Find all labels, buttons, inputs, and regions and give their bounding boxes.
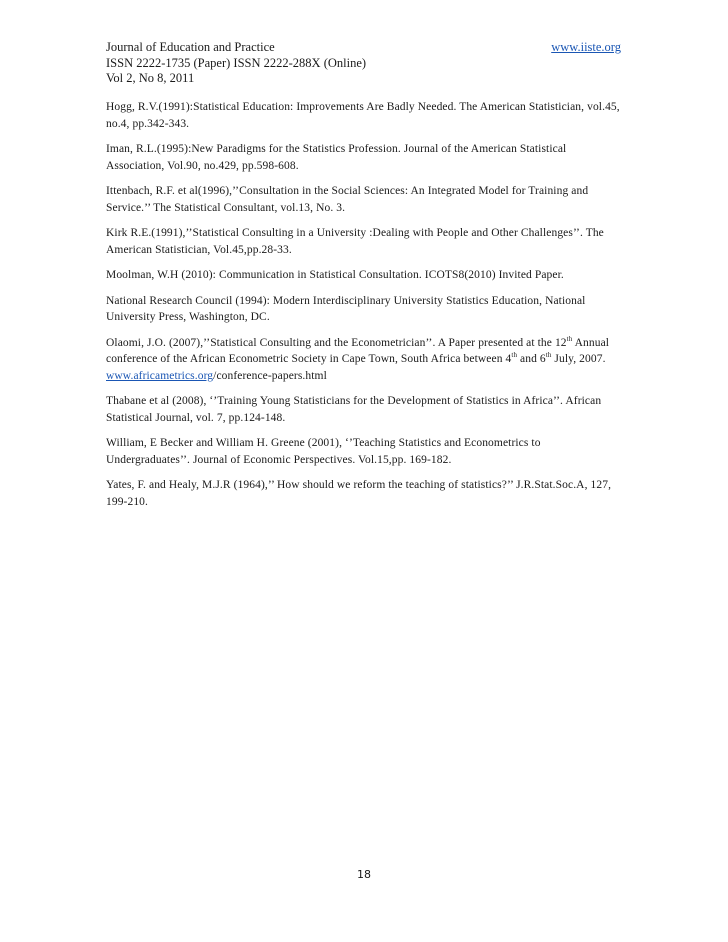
reference-iman: Iman, R.L.(1995):New Paradigms for the Statistics Profession. Journal of the American Statistical Association, Vol.90, no.429, pp.598-608. xyxy=(106,143,567,172)
reference-becker-greene: William, E Becker and William H. Greene (2001), ‘’Teaching Statistics and Econometrics to Undergraduates’’. Journal of Economic Perspectives. Vol.15,pp. 169-182. xyxy=(106,437,541,466)
reference-olaomi xyxy=(106,335,621,385)
page-header xyxy=(106,40,621,87)
reference-moolman: Moolman, W.H (2010): Communication in Statistical Consultation. ICOTS8(2010) Invited Paper. xyxy=(106,269,564,281)
reference-hogg: Hogg, R.V.(1991):Statistical Education: Improvements Are Badly Needed. The American Statistician, vol.45, no.4, pp.342-343. xyxy=(106,101,620,130)
reference-kirk: Kirk R.E.(1991),’’Statistical Consulting in a University :Dealing with People and Other Challenges’’. The American Statistician, Vol.45,pp.28-33. xyxy=(106,227,604,256)
reference-ittenbach: Ittenbach, R.F. et al(1996),’’Consultation in the Social Sciences: An Integrated Model for Training and Service.’’ The Statistical Consultant, vol.13, No. 3. xyxy=(106,185,589,214)
reference-olaomi-text: Olaomi, J.O. (2007),’’Statistical Consulting and the Econometrician’’. A Paper presented at the 12 xyxy=(106,336,567,349)
reference-list xyxy=(106,99,621,519)
ordinal-suffix: th xyxy=(511,351,518,360)
journal-title: Journal of Education and Practice xyxy=(106,40,275,54)
ordinal-suffix: th xyxy=(545,351,552,360)
reference-yates-healy: Yates, F. and Healy, M.J.R (1964),’’ How should we reform the teaching of statistics?’’ J.R.Stat.Soc.A, 127, 199-210. xyxy=(106,479,612,508)
reference-thabane: Thabane et al (2008), ‘’Training Young Statisticians for the Development of Statistics in Africa’’. African Statistical Journal, vol. 7, pp.124-148. xyxy=(106,395,602,424)
africametrics-link[interactable]: www.africametrics.org xyxy=(106,369,214,382)
page-number: 18 xyxy=(357,868,371,881)
journal-website-link[interactable]: www.iiste.org xyxy=(551,40,621,54)
reference-olaomi-text: /conference-papers.html xyxy=(213,369,327,382)
reference-olaomi-text: and 6 xyxy=(517,353,546,365)
reference-olaomi-text: Annual conference of the African Econometric Society in Cape Town, South Africa between 4 xyxy=(106,336,610,365)
reference-olaomi-text: July, 2007. xyxy=(551,353,606,365)
reference-nrc: National Research Council (1994): Modern Interdisciplinary University Statistics Education, National University Press, Washington, DC. xyxy=(106,294,586,323)
ordinal-suffix: th xyxy=(566,334,573,343)
journal-issn: ISSN 2222-1735 (Paper) ISSN 2222-288X (Online) xyxy=(106,55,367,70)
journal-volume: Vol 2, No 8, 2011 xyxy=(106,71,195,85)
